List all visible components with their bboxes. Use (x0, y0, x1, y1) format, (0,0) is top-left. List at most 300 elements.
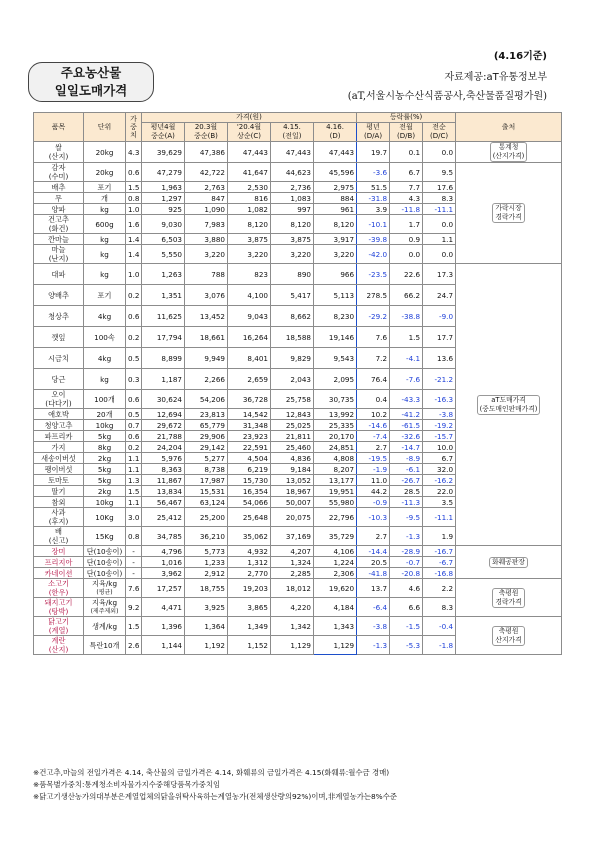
rate-cell: -10.3 (357, 508, 390, 527)
rate-cell: -16.2 (423, 475, 456, 486)
rate-cell: 8.3 (423, 598, 456, 617)
price-cell: 8,738 (185, 464, 228, 475)
price-cell: 2,659 (228, 369, 271, 390)
price-cell: 31,348 (228, 420, 271, 431)
table-row (34, 617, 562, 636)
price-cell: 36,210 (185, 527, 228, 546)
header-price-col (142, 123, 185, 142)
weight-cell: 9.2 (126, 598, 142, 617)
rate-cell: -11.1 (423, 204, 456, 215)
item-name: 대파 (51, 269, 66, 279)
weight-cell: 0.2 (126, 285, 142, 306)
rate-cell: 22.6 (390, 264, 423, 285)
rate-cell: 66.2 (390, 285, 423, 306)
weight-cell: 1.6 (126, 215, 142, 234)
weight-cell: 1.3 (126, 475, 142, 486)
price-cell: 25,460 (271, 442, 314, 453)
rate-cell: -21.2 (423, 369, 456, 390)
price-cell: 23,813 (185, 409, 228, 420)
price-cell: 4,220 (271, 598, 314, 617)
header-line: (D/B) (397, 132, 416, 140)
rate-cell: -8.9 (390, 453, 423, 464)
rate-cell: -1.5 (390, 617, 423, 636)
rate-cell: 7.2 (357, 348, 390, 369)
unit: 4kg (97, 311, 112, 321)
rate-cell: 0.0 (423, 142, 456, 163)
price-cell: 47,443 (228, 142, 271, 163)
price-cell: 3,875 (271, 234, 314, 245)
price-cell: 12,843 (271, 409, 314, 420)
source-label-box (477, 395, 541, 415)
unit-cell (84, 327, 126, 348)
weight-cell: - (126, 568, 142, 579)
price-cell: 9,829 (271, 348, 314, 369)
weight-cell: 0.2 (126, 327, 142, 348)
source-label-sub: 산지가격 (495, 635, 522, 644)
item-name-sub: (화건) (48, 224, 69, 233)
price-cell: 1,349 (228, 617, 271, 636)
header-line: 4.16. (326, 123, 344, 131)
item-name-cell (34, 557, 84, 568)
item-name: 청양고추 (44, 420, 73, 430)
price-cell: 29,672 (142, 420, 185, 431)
price-cell: 1,090 (185, 204, 228, 215)
unit-cell (84, 453, 126, 464)
footnote: ※건고추,마늘의 전일가격은 4.14, 축산물의 금일가격은 4.14, 화훼류의 금일가격은 4.15(화훼류:월수금 경매) (33, 768, 390, 777)
price-cell: 816 (228, 193, 271, 204)
unit-sub: (평균) (96, 589, 113, 596)
item-name-cell (34, 306, 84, 327)
item-name-cell (34, 409, 84, 420)
item-name: 프리지아 (44, 557, 73, 567)
price-cell: 1,144 (142, 636, 185, 655)
item-name-cell (34, 327, 84, 348)
footnote: ※닭고기생산농가의대부분은계열업체의닭을위탁사육하는계열농가(전체생산량의92%)이며,非계열농가는8%수준 (33, 792, 397, 801)
price-cell: 997 (271, 204, 314, 215)
item-name-cell (34, 163, 84, 182)
item-name-cell (34, 369, 84, 390)
item-name: 배 (55, 527, 62, 536)
header-line: (D) (329, 132, 341, 140)
item-name: 양파 (51, 204, 66, 214)
item-name-cell (34, 527, 84, 546)
item-name: 돼지고기 (44, 598, 73, 607)
price-cell: 25,648 (228, 508, 271, 527)
price-cell: 16,264 (228, 327, 271, 348)
rate-cell: 0.4 (357, 390, 390, 409)
price-cell: 25,025 (271, 420, 314, 431)
weight-cell: 0.6 (126, 163, 142, 182)
rate-cell: 3.5 (423, 497, 456, 508)
rate-cell: -11.8 (390, 204, 423, 215)
rate-cell: 0.0 (390, 245, 423, 264)
price-cell: 6,503 (142, 234, 185, 245)
unit: 지육/kg (91, 579, 118, 588)
rate-cell: -41.2 (390, 409, 423, 420)
source-label-box (489, 557, 528, 568)
item-name-cell (34, 285, 84, 306)
weight-cell: 0.6 (126, 306, 142, 327)
unit: kg (100, 249, 109, 259)
rate-cell: -14.4 (357, 546, 390, 557)
price-today-cell: 1,129 (314, 636, 357, 655)
price-cell: 2,736 (271, 182, 314, 193)
price-cell: 8,363 (142, 464, 185, 475)
weight-cell: 0.5 (126, 348, 142, 369)
table-row (34, 142, 562, 163)
item-name: 소고기 (48, 579, 69, 588)
item-name: 닭고기 (48, 617, 69, 626)
rate-cell: 13.6 (423, 348, 456, 369)
weight-cell: 0.8 (126, 527, 142, 546)
price-cell: 41,647 (228, 163, 271, 182)
header-price-col (228, 123, 271, 142)
rate-cell: 2.2 (423, 579, 456, 598)
unit-cell (84, 431, 126, 442)
price-cell: 24,204 (142, 442, 185, 453)
header-source: 출처 (456, 113, 562, 142)
price-cell: 3,220 (271, 245, 314, 264)
price-cell: 5,550 (142, 245, 185, 264)
unit: 단(10송이) (86, 568, 123, 578)
unit-cell (84, 486, 126, 497)
price-cell: 9,184 (271, 464, 314, 475)
price-today-cell: 2,095 (314, 369, 357, 390)
weight-cell: 0.6 (126, 390, 142, 409)
item-name-cell (34, 617, 84, 636)
rate-cell: 11.0 (357, 475, 390, 486)
unit: 100속 (94, 332, 115, 342)
header-line: 4.15. (283, 123, 301, 131)
price-cell: 3,875 (228, 234, 271, 245)
item-name: 건고추 (48, 215, 69, 224)
rate-cell: 6.6 (390, 598, 423, 617)
rate-cell: -1.8 (423, 636, 456, 655)
unit: 5kg (97, 431, 112, 441)
price-cell: 25,200 (185, 508, 228, 527)
weight-cell: 1.0 (126, 204, 142, 215)
rate-cell: 1.1 (423, 234, 456, 245)
rate-cell: -1.9 (357, 464, 390, 475)
price-cell: 1,396 (142, 617, 185, 636)
unit-cell (84, 245, 126, 264)
rate-cell: 7.6 (357, 327, 390, 348)
price-cell: 2,043 (271, 369, 314, 390)
rate-cell: 0.1 (390, 142, 423, 163)
rate-cell: 1.7 (390, 215, 423, 234)
item-name-cell (34, 390, 84, 409)
price-today-cell: 19,620 (314, 579, 357, 598)
price-today-cell: 1,343 (314, 617, 357, 636)
price-cell: 1,233 (185, 557, 228, 568)
rate-cell: 2.7 (357, 442, 390, 453)
unit-cell (84, 163, 126, 182)
item-name: 카네이션 (44, 568, 73, 578)
price-cell: 15,730 (228, 475, 271, 486)
price-today-cell: 4,184 (314, 598, 357, 617)
title-line2: 일일도매가격 (54, 83, 128, 98)
weight-cell: 1.1 (126, 464, 142, 475)
header-unit: 단위 (84, 113, 126, 142)
rate-cell: 13.7 (357, 579, 390, 598)
source-label-sub: 경락가격 (495, 597, 522, 606)
unit-cell (84, 285, 126, 306)
header-line: 전순 (432, 123, 446, 131)
item-name-cell (34, 508, 84, 527)
price-cell: 11,867 (142, 475, 185, 486)
unit-cell (84, 442, 126, 453)
price-cell: 4,471 (142, 598, 185, 617)
item-name-sub: (신고) (48, 536, 69, 545)
source-label-sub: (중도매인판매가격) (479, 404, 538, 413)
price-cell: 2,770 (228, 568, 271, 579)
unit: 단(10송이) (86, 546, 123, 556)
weight-cell: 2.6 (126, 636, 142, 655)
item-name-sub: (산지) (48, 152, 69, 161)
item-name-cell (34, 142, 84, 163)
unit: 10kg (95, 497, 114, 507)
weight-cell: 1.4 (126, 245, 142, 264)
price-cell: 5,976 (142, 453, 185, 464)
unit: 20개 (96, 409, 113, 419)
weight-cell: - (126, 557, 142, 568)
price-cell: 47,386 (185, 142, 228, 163)
item-name: 오이 (51, 390, 66, 399)
price-today-cell: 13,177 (314, 475, 357, 486)
header-price-col (185, 123, 228, 142)
price-cell: 23,923 (228, 431, 271, 442)
unit-cell (84, 568, 126, 579)
unit-cell (84, 420, 126, 431)
item-name: 쌀 (55, 143, 62, 152)
price-today-cell: 45,596 (314, 163, 357, 182)
unit: kg (100, 234, 109, 244)
rate-cell: 6.7 (390, 163, 423, 182)
price-today-cell: 8,230 (314, 306, 357, 327)
rate-cell: -11.3 (390, 497, 423, 508)
price-cell: 1,263 (142, 264, 185, 285)
weight-cell: 0.8 (126, 193, 142, 204)
unit: 20kg (95, 147, 114, 157)
price-cell: 8,401 (228, 348, 271, 369)
header-line: 20.3월 (194, 123, 218, 131)
unit: 8kg (97, 442, 112, 452)
weight-cell: - (126, 546, 142, 557)
rate-cell: -10.1 (357, 215, 390, 234)
unit: 단(10송이) (86, 557, 123, 567)
header-price-group: 가격(원) (142, 113, 357, 123)
item-name: 배추 (51, 182, 66, 192)
price-cell: 19,203 (228, 579, 271, 598)
rate-cell: -61.5 (390, 420, 423, 431)
rate-cell: -5.3 (390, 636, 423, 655)
header-rate-col (423, 123, 456, 142)
header-weight: 가중치 (126, 113, 142, 142)
rate-cell: -6.1 (390, 464, 423, 475)
item-name: 깻잎 (51, 332, 66, 342)
rate-cell: 1.5 (390, 327, 423, 348)
price-cell: 63,124 (185, 497, 228, 508)
rate-cell: 278.5 (357, 285, 390, 306)
unit-cell (84, 142, 126, 163)
item-name-sub: (후지) (48, 517, 69, 526)
price-cell: 44,623 (271, 163, 314, 182)
price-cell: 47,443 (271, 142, 314, 163)
price-cell: 823 (228, 264, 271, 285)
unit: 20kg (95, 167, 114, 177)
item-name-cell (34, 453, 84, 464)
item-name: 감자 (51, 163, 66, 172)
rate-cell: 32.0 (423, 464, 456, 475)
header-line: 평년4월 (150, 123, 176, 131)
header-line: (D/C) (429, 132, 449, 140)
header-line: 평년 (366, 123, 380, 131)
price-today-cell: 22,796 (314, 508, 357, 527)
rate-cell: 9.5 (423, 163, 456, 182)
price-today-cell: 30,735 (314, 390, 357, 409)
rate-cell: -0.9 (357, 497, 390, 508)
rate-cell: 10.0 (423, 442, 456, 453)
unit: 특란10개 (89, 640, 120, 650)
table-row (34, 163, 562, 182)
item-name-cell (34, 193, 84, 204)
price-cell: 17,987 (185, 475, 228, 486)
rate-cell: -14.6 (357, 420, 390, 431)
price-today-cell: 8,207 (314, 464, 357, 475)
unit: 2kg (97, 453, 112, 463)
unit: 2kg (97, 486, 112, 496)
rate-cell: 7.7 (390, 182, 423, 193)
price-cell: 1,297 (142, 193, 185, 204)
item-name: 무 (55, 193, 62, 203)
unit-cell (84, 527, 126, 546)
weight-cell: 0.2 (126, 442, 142, 453)
price-cell: 4,836 (271, 453, 314, 464)
price-cell: 1,312 (228, 557, 271, 568)
price-cell: 18,012 (271, 579, 314, 598)
item-name-sub: (한우) (48, 588, 69, 597)
price-cell: 13,452 (185, 306, 228, 327)
price-today-cell: 8,120 (314, 215, 357, 234)
item-name-cell (34, 245, 84, 264)
rate-cell: -32.6 (390, 431, 423, 442)
price-cell: 13,052 (271, 475, 314, 486)
item-name-cell (34, 475, 84, 486)
price-cell: 5,417 (271, 285, 314, 306)
unit-cell (84, 617, 126, 636)
unit-cell (84, 475, 126, 486)
price-today-cell: 47,443 (314, 142, 357, 163)
source-cell (456, 163, 562, 264)
price-cell: 16,354 (228, 486, 271, 497)
price-today-cell: 55,980 (314, 497, 357, 508)
price-cell: 20,075 (271, 508, 314, 527)
item-name: 파프리카 (44, 431, 73, 441)
price-today-cell: 25,335 (314, 420, 357, 431)
price-cell: 2,912 (185, 568, 228, 579)
price-today-cell: 966 (314, 264, 357, 285)
rate-cell: 8.3 (423, 193, 456, 204)
header-line: 전월 (399, 123, 413, 131)
header-price-col (314, 123, 357, 142)
price-cell: 22,591 (228, 442, 271, 453)
source-cell (456, 142, 562, 163)
price-today-cell: 2,975 (314, 182, 357, 193)
price-cell: 847 (185, 193, 228, 204)
item-name: 딸기 (51, 486, 66, 496)
unit-cell (84, 234, 126, 245)
price-cell: 1,129 (271, 636, 314, 655)
price-today-cell: 24,851 (314, 442, 357, 453)
price-cell: 9,043 (228, 306, 271, 327)
item-name: 토마토 (48, 475, 69, 485)
price-cell: 47,279 (142, 163, 185, 182)
unit: 600g (95, 219, 114, 229)
unit-cell (84, 264, 126, 285)
rate-cell: -9.5 (390, 508, 423, 527)
rate-cell: -43.3 (390, 390, 423, 409)
unit-cell (84, 546, 126, 557)
item-name-cell (34, 464, 84, 475)
item-name: 장미 (51, 546, 66, 556)
weight-cell: 1.5 (126, 486, 142, 497)
rate-cell: 0.0 (423, 245, 456, 264)
source-label-sub: 경락가격 (495, 213, 522, 221)
unit-cell (84, 193, 126, 204)
item-name-cell (34, 348, 84, 369)
rate-cell: -6.4 (357, 598, 390, 617)
item-name-cell (34, 264, 84, 285)
price-today-cell: 13,992 (314, 409, 357, 420)
rate-cell: -16.3 (423, 390, 456, 409)
item-name-sub: (계열) (48, 626, 69, 635)
item-name: 팽이버섯 (44, 464, 73, 474)
price-cell: 2,285 (271, 568, 314, 579)
price-cell: 788 (185, 264, 228, 285)
title-line1: 주요농산물 (60, 65, 122, 80)
price-cell: 2,763 (185, 182, 228, 193)
price-cell: 4,207 (271, 546, 314, 557)
rate-cell: -3.8 (423, 409, 456, 420)
unit-cell (84, 598, 126, 617)
price-cell: 65,779 (185, 420, 228, 431)
source-label: aT도매가격 (491, 395, 526, 404)
rate-cell: -4.1 (390, 348, 423, 369)
price-cell: 1,963 (142, 182, 185, 193)
weight-cell: 0.5 (126, 409, 142, 420)
item-name-cell (34, 579, 84, 598)
price-cell: 35,062 (228, 527, 271, 546)
item-name-cell (34, 568, 84, 579)
item-name-sub: (난지) (48, 254, 69, 263)
price-cell: 5,277 (185, 453, 228, 464)
header-rate-col (357, 123, 390, 142)
table-row (34, 264, 562, 285)
price-today-cell: 20,170 (314, 431, 357, 442)
price-cell: 37,169 (271, 527, 314, 546)
price-today-cell: 1,224 (314, 557, 357, 568)
price-cell: 6,219 (228, 464, 271, 475)
item-name: 깐마늘 (48, 234, 69, 244)
rate-cell: -23.5 (357, 264, 390, 285)
price-cell: 2,530 (228, 182, 271, 193)
unit: 5kg (97, 475, 112, 485)
rate-cell: 4.3 (390, 193, 423, 204)
price-cell: 4,504 (228, 453, 271, 464)
table-row (34, 546, 562, 557)
header-line: (전일) (282, 132, 302, 140)
unit: 포기 (97, 182, 112, 192)
